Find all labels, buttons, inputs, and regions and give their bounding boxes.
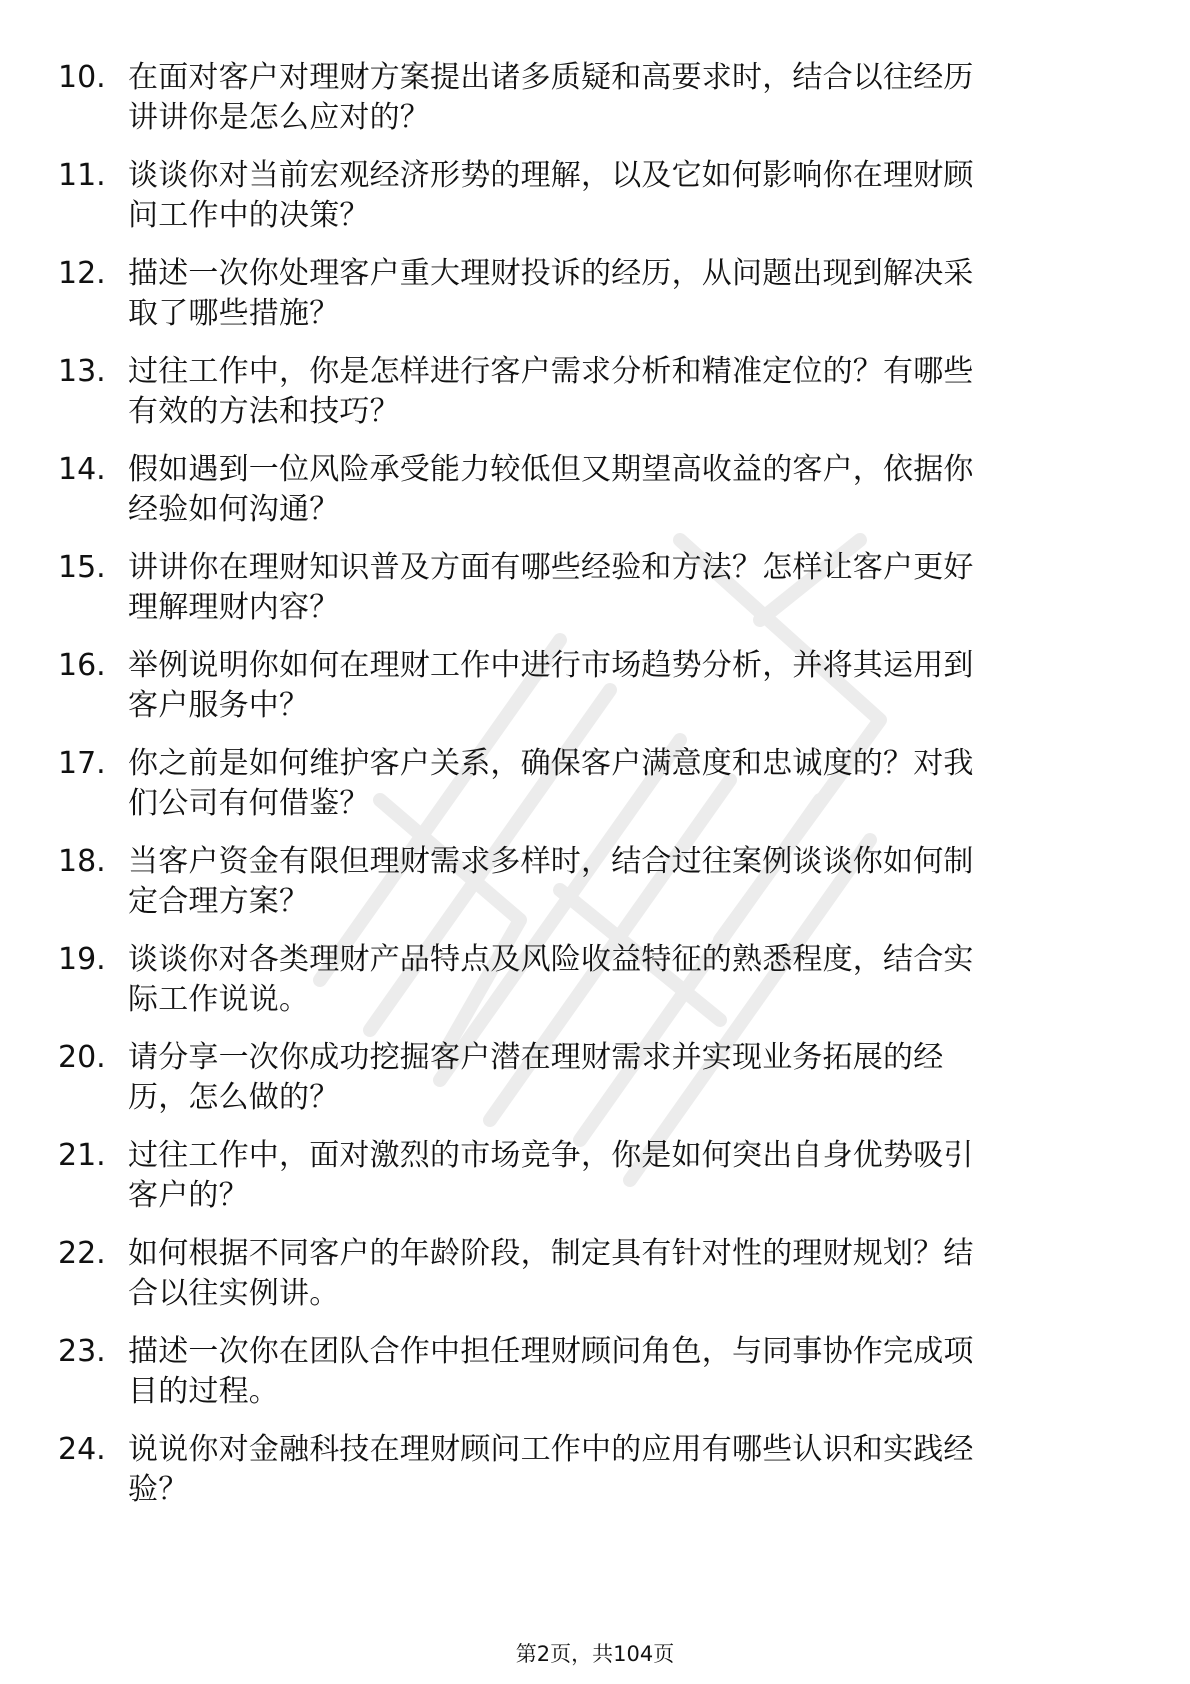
question-line: 假如遇到一位风险承受能力较低但又期望高收益的客户，依据你 xyxy=(128,452,974,487)
question-item xyxy=(0,146,1190,244)
question-item xyxy=(0,342,1190,440)
question-list xyxy=(0,48,1190,1518)
question-number: 10. xyxy=(58,60,106,95)
question-number: 12. xyxy=(58,256,106,291)
question-text xyxy=(128,254,1108,334)
question-item xyxy=(0,48,1190,146)
question-text xyxy=(128,1430,1108,1510)
question-text xyxy=(128,1332,1108,1412)
question-line: 们公司有何借鉴？ xyxy=(128,786,370,821)
question-text xyxy=(128,744,1108,824)
question-number: 16. xyxy=(58,648,106,683)
question-line: 验？ xyxy=(128,1472,189,1507)
question-line: 在面对客户对理财方案提出诸多质疑和高要求时，结合以往经历 xyxy=(128,60,974,95)
question-text xyxy=(128,58,1108,138)
question-item xyxy=(0,1322,1190,1420)
question-text xyxy=(128,450,1108,530)
question-line: 取了哪些措施？ xyxy=(128,296,340,331)
question-line: 你之前是如何维护客户关系，确保客户满意度和忠诚度的？对我 xyxy=(128,746,974,781)
question-text xyxy=(128,842,1108,922)
question-line: 讲讲你是怎么应对的？ xyxy=(128,100,430,135)
question-line: 谈谈你对当前宏观经济形势的理解，以及它如何影响你在理财顾 xyxy=(128,158,974,193)
question-line: 定合理方案？ xyxy=(128,884,310,919)
question-item xyxy=(0,1126,1190,1224)
question-text xyxy=(128,646,1108,726)
question-item xyxy=(0,538,1190,636)
question-item xyxy=(0,440,1190,538)
question-text xyxy=(128,1136,1108,1216)
question-line: 说说你对金融科技在理财顾问工作中的应用有哪些认识和实践经 xyxy=(128,1432,974,1467)
question-line: 目的过程。 xyxy=(128,1374,279,1409)
question-line: 际工作说说。 xyxy=(128,982,310,1017)
question-item xyxy=(0,734,1190,832)
question-item xyxy=(0,832,1190,930)
question-line: 当客户资金有限但理财需求多样时，结合过往案例谈谈你如何制 xyxy=(128,844,974,879)
question-line: 经验如何沟通？ xyxy=(128,492,340,527)
question-line: 过往工作中，你是怎样进行客户需求分析和精准定位的？有哪些 xyxy=(128,354,974,389)
question-number: 24. xyxy=(58,1432,106,1467)
question-number: 23. xyxy=(58,1334,106,1369)
question-number: 18. xyxy=(58,844,106,879)
question-text xyxy=(128,352,1108,432)
question-number: 13. xyxy=(58,354,106,389)
question-number: 22. xyxy=(58,1236,106,1271)
question-line: 讲讲你在理财知识普及方面有哪些经验和方法？怎样让客户更好 xyxy=(128,550,974,585)
question-line: 客户服务中？ xyxy=(128,688,310,723)
question-line: 过往工作中，面对激烈的市场竞争，你是如何突出自身优势吸引 xyxy=(128,1138,974,1173)
question-text xyxy=(128,940,1108,1020)
question-number: 17. xyxy=(58,746,106,781)
question-line: 有效的方法和技巧？ xyxy=(128,394,400,429)
question-item xyxy=(0,930,1190,1028)
question-line: 问工作中的决策？ xyxy=(128,198,370,233)
question-number: 19. xyxy=(58,942,106,977)
question-text xyxy=(128,1038,1108,1118)
question-item xyxy=(0,1224,1190,1322)
question-number: 14. xyxy=(58,452,106,487)
question-line: 描述一次你在团队合作中担任理财顾问角色，与同事协作完成项 xyxy=(128,1334,974,1369)
question-line: 客户的？ xyxy=(128,1178,249,1213)
question-number: 15. xyxy=(58,550,106,585)
question-text xyxy=(128,548,1108,628)
question-line: 如何根据不同客户的年龄阶段，制定具有针对性的理财规划？结 xyxy=(128,1236,974,1271)
question-line: 举例说明你如何在理财工作中进行市场趋势分析，并将其运用到 xyxy=(128,648,974,683)
question-line: 谈谈你对各类理财产品特点及风险收益特征的熟悉程度，结合实 xyxy=(128,942,974,977)
question-text xyxy=(128,156,1108,236)
question-item xyxy=(0,1028,1190,1126)
question-number: 21. xyxy=(58,1138,106,1173)
question-number: 11. xyxy=(58,158,106,193)
question-number: 20. xyxy=(58,1040,106,1075)
question-line: 理解理财内容？ xyxy=(128,590,340,625)
question-line: 描述一次你处理客户重大理财投诉的经历，从问题出现到解决采 xyxy=(128,256,974,291)
question-item xyxy=(0,636,1190,734)
question-line: 历，怎么做的？ xyxy=(128,1080,340,1115)
question-text xyxy=(128,1234,1108,1314)
question-item xyxy=(0,244,1190,342)
question-line: 合以往实例讲。 xyxy=(128,1276,340,1311)
page-number-footer: 第2页，共104页 xyxy=(515,1642,675,1666)
question-item xyxy=(0,1420,1190,1518)
question-line: 请分享一次你成功挖掘客户潜在理财需求并实现业务拓展的经 xyxy=(128,1040,944,1075)
